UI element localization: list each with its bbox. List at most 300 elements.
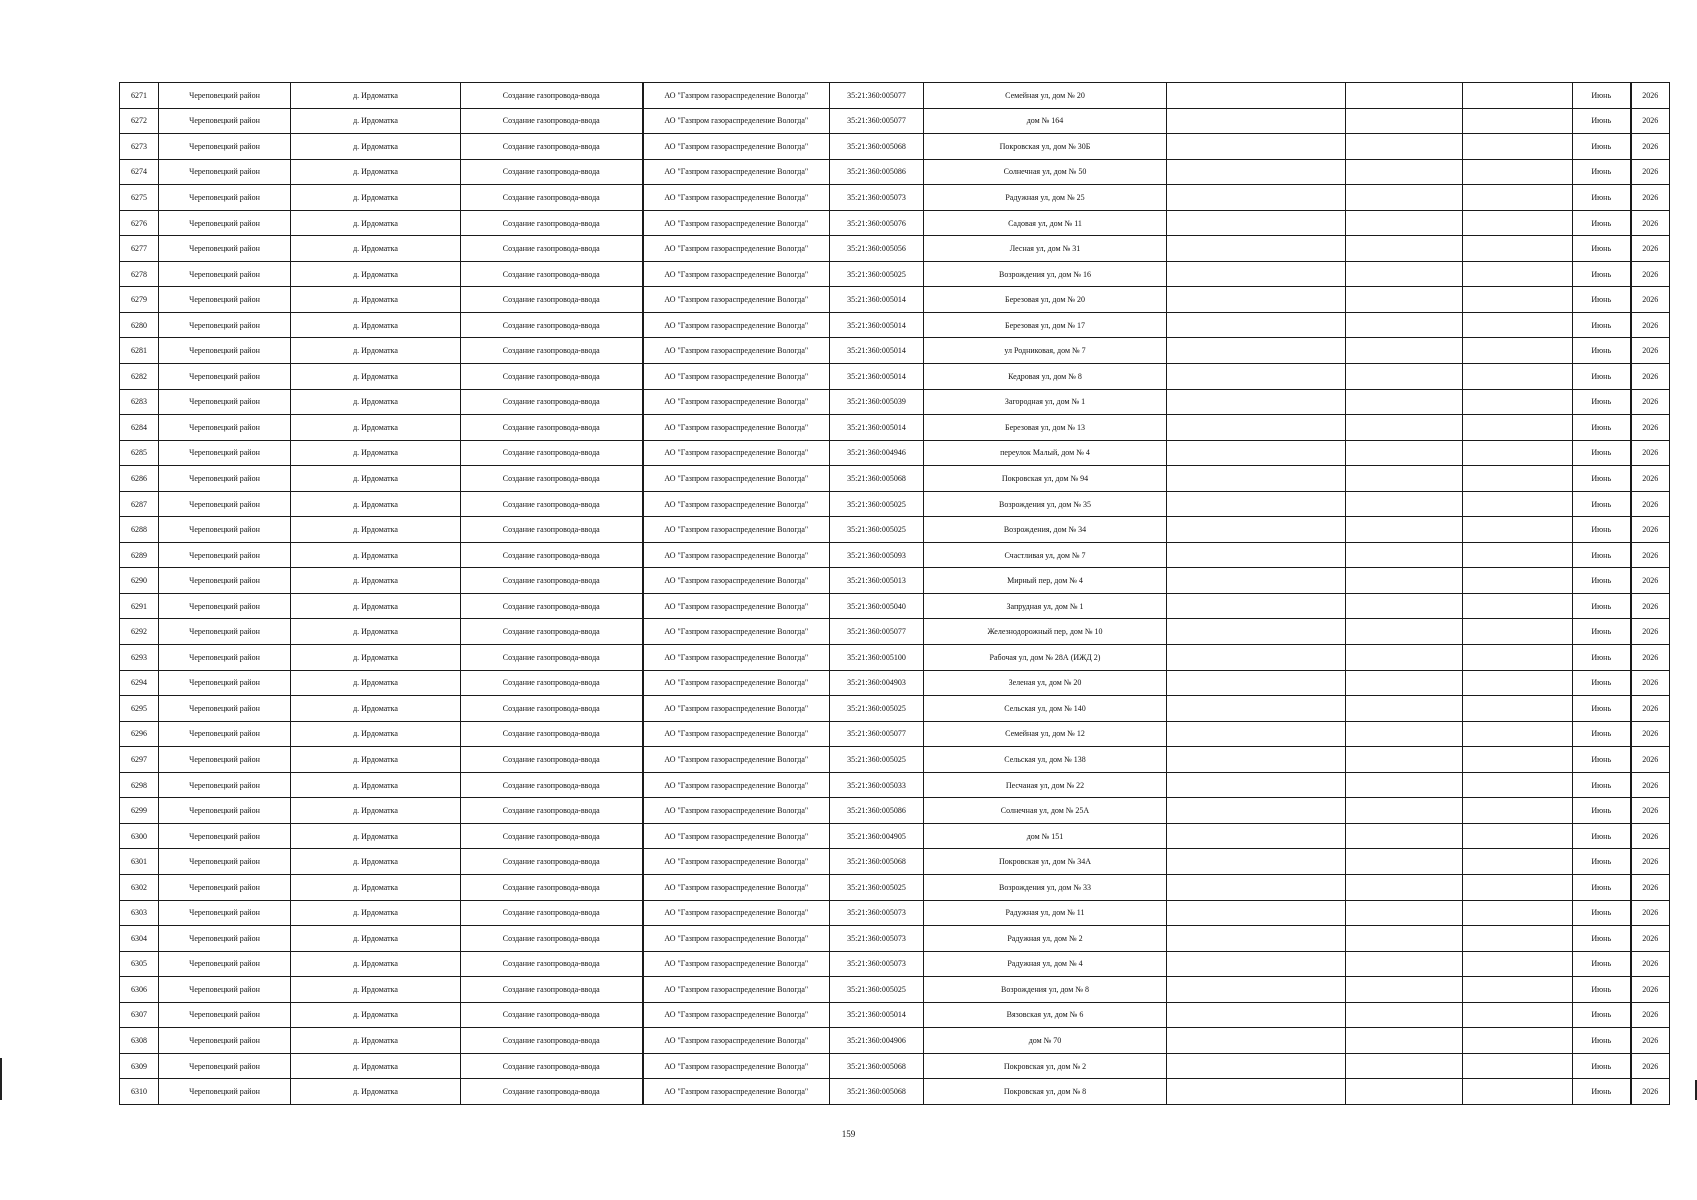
cell-organization: АО "Газпром газораспределение Вологда" (643, 645, 830, 671)
cell-number: 6273 (120, 134, 159, 160)
cell-empty (1463, 134, 1573, 160)
cell-organization: АО "Газпром газораспределение Вологда" (643, 619, 830, 645)
cell-empty (1463, 415, 1573, 441)
cell-address: Березовая ул, дом № 13 (924, 415, 1167, 441)
cell-empty (1167, 542, 1346, 568)
cell-month: Июнь (1573, 236, 1631, 262)
cell-district: Череповецкий район (159, 440, 291, 466)
cell-empty (1346, 670, 1463, 696)
cell-year: 2026 (1631, 491, 1670, 517)
cell-month: Июнь (1573, 1028, 1631, 1054)
table-row (120, 1079, 1670, 1105)
cell-work-type: Создание газопровода-ввода (461, 134, 643, 160)
cell-village: д. Ирдоматка (291, 593, 461, 619)
cell-empty (1346, 823, 1463, 849)
cell-year: 2026 (1631, 134, 1670, 160)
cell-empty (1463, 364, 1573, 390)
cell-empty (1346, 364, 1463, 390)
cell-district: Череповецкий район (159, 1028, 291, 1054)
table-row (120, 696, 1670, 722)
cell-month: Июнь (1573, 134, 1631, 160)
table-row (120, 1028, 1670, 1054)
cell-address: ул Родниковая, дом № 7 (924, 338, 1167, 364)
cell-empty (1346, 696, 1463, 722)
cell-empty (1167, 900, 1346, 926)
cell-district: Череповецкий район (159, 926, 291, 952)
cell-empty (1167, 619, 1346, 645)
cell-month: Июнь (1573, 900, 1631, 926)
cell-empty (1346, 568, 1463, 594)
cell-work-type: Создание газопровода-ввода (461, 1028, 643, 1054)
cell-empty (1463, 568, 1573, 594)
cell-number: 6306 (120, 977, 159, 1003)
cell-number: 6301 (120, 849, 159, 875)
cell-address: Рабочая ул, дом № 28А (ИЖД 2) (924, 645, 1167, 671)
cell-year: 2026 (1631, 542, 1670, 568)
cell-organization: АО "Газпром газораспределение Вологда" (643, 389, 830, 415)
cell-empty (1463, 951, 1573, 977)
cell-organization: АО "Газпром газораспределение Вологда" (643, 1079, 830, 1105)
cell-cadastral-number: 35:21:360:005077 (830, 721, 924, 747)
cell-empty (1167, 415, 1346, 441)
cell-village: д. Ирдоматка (291, 977, 461, 1003)
cell-address: Радужная ул, дом № 4 (924, 951, 1167, 977)
table-row (120, 977, 1670, 1003)
cell-month: Июнь (1573, 721, 1631, 747)
cell-number: 6288 (120, 517, 159, 543)
cell-empty (1463, 900, 1573, 926)
cell-number: 6309 (120, 1053, 159, 1079)
cell-empty (1346, 977, 1463, 1003)
cell-number: 6303 (120, 900, 159, 926)
cell-district: Череповецкий район (159, 466, 291, 492)
cell-work-type: Создание газопровода-ввода (461, 108, 643, 134)
cell-empty (1463, 159, 1573, 185)
cell-month: Июнь (1573, 261, 1631, 287)
cell-year: 2026 (1631, 1079, 1670, 1105)
cell-month: Июнь (1573, 542, 1631, 568)
cell-work-type: Создание газопровода-ввода (461, 338, 643, 364)
cell-year: 2026 (1631, 83, 1670, 109)
cell-empty (1463, 849, 1573, 875)
cell-organization: АО "Газпром газораспределение Вологда" (643, 951, 830, 977)
cell-month: Июнь (1573, 338, 1631, 364)
cell-empty (1167, 926, 1346, 952)
table-row (120, 83, 1670, 109)
cell-work-type: Создание газопровода-ввода (461, 312, 643, 338)
cell-address: Сельская ул, дом № 138 (924, 747, 1167, 773)
cell-address: Семейная ул, дом № 12 (924, 721, 1167, 747)
cell-empty (1463, 236, 1573, 262)
cell-year: 2026 (1631, 798, 1670, 824)
cell-number: 6292 (120, 619, 159, 645)
cell-cadastral-number: 35:21:360:004905 (830, 823, 924, 849)
cell-village: д. Ирдоматка (291, 772, 461, 798)
cell-village: д. Ирдоматка (291, 159, 461, 185)
cell-work-type: Создание газопровода-ввода (461, 1053, 643, 1079)
cell-district: Череповецкий район (159, 721, 291, 747)
cell-empty (1346, 1079, 1463, 1105)
cell-district: Череповецкий район (159, 1002, 291, 1028)
cell-cadastral-number: 35:21:360:005086 (830, 798, 924, 824)
cell-empty (1463, 542, 1573, 568)
cell-village: д. Ирдоматка (291, 261, 461, 287)
cell-empty (1346, 134, 1463, 160)
cell-empty (1167, 466, 1346, 492)
cell-organization: АО "Газпром газораспределение Вологда" (643, 670, 830, 696)
cell-organization: АО "Газпром газораспределение Вологда" (643, 517, 830, 543)
cell-address: Возрождения ул, дом № 8 (924, 977, 1167, 1003)
cell-month: Июнь (1573, 874, 1631, 900)
cell-district: Череповецкий район (159, 312, 291, 338)
cell-cadastral-number: 35:21:360:005068 (830, 134, 924, 160)
cell-number: 6296 (120, 721, 159, 747)
cell-organization: АО "Газпром газораспределение Вологда" (643, 1053, 830, 1079)
cell-empty (1463, 977, 1573, 1003)
cell-district: Череповецкий район (159, 108, 291, 134)
table-row (120, 210, 1670, 236)
cell-organization: АО "Газпром газораспределение Вологда" (643, 772, 830, 798)
cell-empty (1167, 593, 1346, 619)
cell-cadastral-number: 35:21:360:005077 (830, 83, 924, 109)
cell-empty (1167, 721, 1346, 747)
cell-address: Возрождения, дом № 34 (924, 517, 1167, 543)
cell-month: Июнь (1573, 823, 1631, 849)
cell-number: 6285 (120, 440, 159, 466)
table-row (120, 312, 1670, 338)
cell-empty (1346, 287, 1463, 313)
cell-cadastral-number: 35:21:360:005040 (830, 593, 924, 619)
cell-address: Запрудная ул, дом № 1 (924, 593, 1167, 619)
cell-address: Кедровая ул, дом № 8 (924, 364, 1167, 390)
cell-village: д. Ирдоматка (291, 900, 461, 926)
cell-empty (1167, 951, 1346, 977)
cell-address: Возрождения ул, дом № 35 (924, 491, 1167, 517)
cell-number: 6280 (120, 312, 159, 338)
cell-month: Июнь (1573, 1002, 1631, 1028)
cell-empty (1346, 312, 1463, 338)
cell-empty (1167, 645, 1346, 671)
cell-work-type: Создание газопровода-ввода (461, 287, 643, 313)
cell-address: Песчаная ул, дом № 22 (924, 772, 1167, 798)
cell-empty (1346, 159, 1463, 185)
cell-district: Череповецкий район (159, 389, 291, 415)
table-row (120, 1053, 1670, 1079)
cell-work-type: Создание газопровода-ввода (461, 1079, 643, 1105)
cell-year: 2026 (1631, 261, 1670, 287)
cell-empty (1346, 951, 1463, 977)
table-row (120, 619, 1670, 645)
cell-work-type: Создание газопровода-ввода (461, 83, 643, 109)
cell-address: Радужная ул, дом № 2 (924, 926, 1167, 952)
cell-cadastral-number: 35:21:360:005025 (830, 747, 924, 773)
cell-organization: АО "Газпром газораспределение Вологда" (643, 1002, 830, 1028)
cell-village: д. Ирдоматка (291, 619, 461, 645)
cell-year: 2026 (1631, 823, 1670, 849)
cell-empty (1167, 261, 1346, 287)
table-row (120, 415, 1670, 441)
cell-village: д. Ирдоматка (291, 108, 461, 134)
cell-cadastral-number: 35:21:360:005068 (830, 466, 924, 492)
cell-cadastral-number: 35:21:360:005014 (830, 1002, 924, 1028)
cell-empty (1167, 134, 1346, 160)
cell-empty (1167, 670, 1346, 696)
cell-village: д. Ирдоматка (291, 185, 461, 211)
cell-month: Июнь (1573, 159, 1631, 185)
cell-cadastral-number: 35:21:360:005033 (830, 772, 924, 798)
cell-organization: АО "Газпром газораспределение Вологда" (643, 542, 830, 568)
cell-empty (1463, 1002, 1573, 1028)
table-row (120, 951, 1670, 977)
cell-month: Июнь (1573, 210, 1631, 236)
cell-district: Череповецкий район (159, 645, 291, 671)
cell-district: Череповецкий район (159, 491, 291, 517)
cell-empty (1346, 338, 1463, 364)
cell-number: 6302 (120, 874, 159, 900)
cell-number: 6272 (120, 108, 159, 134)
cell-empty (1346, 926, 1463, 952)
cell-empty (1463, 210, 1573, 236)
cell-cadastral-number: 35:21:360:005025 (830, 874, 924, 900)
cell-address: дом № 164 (924, 108, 1167, 134)
cell-month: Июнь (1573, 670, 1631, 696)
cell-village: д. Ирдоматка (291, 747, 461, 773)
cell-district: Череповецкий район (159, 977, 291, 1003)
table-row (120, 491, 1670, 517)
cell-month: Июнь (1573, 1053, 1631, 1079)
cell-number: 6295 (120, 696, 159, 722)
cell-district: Череповецкий район (159, 415, 291, 441)
cell-district: Череповецкий район (159, 210, 291, 236)
cell-village: д. Ирдоматка (291, 210, 461, 236)
cell-cadastral-number: 35:21:360:005025 (830, 696, 924, 722)
cell-year: 2026 (1631, 1028, 1670, 1054)
cell-district: Череповецкий район (159, 747, 291, 773)
cell-month: Июнь (1573, 364, 1631, 390)
table-row (120, 542, 1670, 568)
table-row (120, 670, 1670, 696)
cell-number: 6271 (120, 83, 159, 109)
cell-number: 6300 (120, 823, 159, 849)
cell-empty (1463, 440, 1573, 466)
cell-empty (1167, 517, 1346, 543)
cell-empty (1167, 287, 1346, 313)
cell-village: д. Ирдоматка (291, 338, 461, 364)
cell-village: д. Ирдоматка (291, 568, 461, 594)
cell-work-type: Создание газопровода-ввода (461, 645, 643, 671)
cell-work-type: Создание газопровода-ввода (461, 798, 643, 824)
cell-organization: АО "Газпром газораспределение Вологда" (643, 236, 830, 262)
cell-cadastral-number: 35:21:360:004903 (830, 670, 924, 696)
cell-work-type: Создание газопровода-ввода (461, 747, 643, 773)
cell-village: д. Ирдоматка (291, 1053, 461, 1079)
cell-village: д. Ирдоматка (291, 721, 461, 747)
cell-work-type: Создание газопровода-ввода (461, 874, 643, 900)
cell-empty (1346, 619, 1463, 645)
cell-work-type: Создание газопровода-ввода (461, 261, 643, 287)
cell-address: Сельская ул, дом № 140 (924, 696, 1167, 722)
cell-year: 2026 (1631, 312, 1670, 338)
cell-month: Июнь (1573, 466, 1631, 492)
cell-empty (1463, 670, 1573, 696)
cell-empty (1346, 747, 1463, 773)
cell-number: 6299 (120, 798, 159, 824)
cell-year: 2026 (1631, 1002, 1670, 1028)
cell-empty (1346, 721, 1463, 747)
cell-work-type: Создание газопровода-ввода (461, 823, 643, 849)
cell-empty (1167, 1002, 1346, 1028)
page-number: 159 (841, 1129, 856, 1139)
cell-number: 6298 (120, 772, 159, 798)
cell-village: д. Ирдоматка (291, 134, 461, 160)
cell-empty (1346, 389, 1463, 415)
cell-work-type: Создание газопровода-ввода (461, 210, 643, 236)
cell-district: Череповецкий район (159, 261, 291, 287)
cell-year: 2026 (1631, 287, 1670, 313)
cell-organization: АО "Газпром газораспределение Вологда" (643, 747, 830, 773)
cell-number: 6304 (120, 926, 159, 952)
cell-cadastral-number: 35:21:360:005073 (830, 926, 924, 952)
cell-address: Солнечная ул, дом № 50 (924, 159, 1167, 185)
cell-year: 2026 (1631, 977, 1670, 1003)
cell-village: д. Ирдоматка (291, 926, 461, 952)
cell-empty (1167, 338, 1346, 364)
cell-organization: АО "Газпром газораспределение Вологда" (643, 568, 830, 594)
cell-number: 6293 (120, 645, 159, 671)
cell-cadastral-number: 35:21:360:005093 (830, 542, 924, 568)
cell-village: д. Ирдоматка (291, 1002, 461, 1028)
cell-month: Июнь (1573, 593, 1631, 619)
cell-month: Июнь (1573, 747, 1631, 773)
cell-empty (1167, 364, 1346, 390)
cell-number: 6297 (120, 747, 159, 773)
cell-organization: АО "Газпром газораспределение Вологда" (643, 823, 830, 849)
table-row (120, 466, 1670, 492)
cell-empty (1167, 1079, 1346, 1105)
cell-cadastral-number: 35:21:360:005068 (830, 849, 924, 875)
cell-year: 2026 (1631, 440, 1670, 466)
cell-month: Июнь (1573, 619, 1631, 645)
cell-empty (1167, 977, 1346, 1003)
cell-organization: АО "Газпром газораспределение Вологда" (643, 108, 830, 134)
cell-cadastral-number: 35:21:360:005077 (830, 619, 924, 645)
cell-address: Садовая ул, дом № 11 (924, 210, 1167, 236)
cell-organization: АО "Газпром газораспределение Вологда" (643, 696, 830, 722)
cell-village: д. Ирдоматка (291, 466, 461, 492)
cell-work-type: Создание газопровода-ввода (461, 466, 643, 492)
table-row (120, 721, 1670, 747)
cell-empty (1167, 798, 1346, 824)
table-row (120, 261, 1670, 287)
cell-empty (1463, 491, 1573, 517)
cell-number: 6281 (120, 338, 159, 364)
cell-empty (1167, 185, 1346, 211)
cell-empty (1463, 83, 1573, 109)
cell-district: Череповецкий район (159, 1079, 291, 1105)
cell-empty (1167, 312, 1346, 338)
table-row (120, 772, 1670, 798)
cell-year: 2026 (1631, 210, 1670, 236)
cell-district: Череповецкий район (159, 900, 291, 926)
cell-organization: АО "Газпром газораспределение Вологда" (643, 364, 830, 390)
cell-month: Июнь (1573, 185, 1631, 211)
cell-empty (1346, 1028, 1463, 1054)
cell-number: 6284 (120, 415, 159, 441)
cell-address: Зеленая ул, дом № 20 (924, 670, 1167, 696)
cell-district: Череповецкий район (159, 670, 291, 696)
cell-organization: АО "Газпром газораспределение Вологда" (643, 287, 830, 313)
cell-address: Мирный пер, дом № 4 (924, 568, 1167, 594)
cell-organization: АО "Газпром газораспределение Вологда" (643, 900, 830, 926)
cell-address: Возрождения ул, дом № 16 (924, 261, 1167, 287)
cell-number: 6275 (120, 185, 159, 211)
cell-number: 6310 (120, 1079, 159, 1105)
cell-empty (1463, 108, 1573, 134)
cell-work-type: Создание газопровода-ввода (461, 185, 643, 211)
cell-month: Июнь (1573, 312, 1631, 338)
cell-empty (1346, 874, 1463, 900)
table-row (120, 108, 1670, 134)
cell-address: Лесная ул, дом № 31 (924, 236, 1167, 262)
cell-village: д. Ирдоматка (291, 236, 461, 262)
cell-work-type: Создание газопровода-ввода (461, 491, 643, 517)
cell-month: Июнь (1573, 491, 1631, 517)
cell-address: Покровская ул, дом № 94 (924, 466, 1167, 492)
cell-district: Череповецкий район (159, 696, 291, 722)
cell-address: Солнечная ул, дом № 25А (924, 798, 1167, 824)
cell-district: Череповецкий район (159, 619, 291, 645)
cell-empty (1463, 747, 1573, 773)
cell-village: д. Ирдоматка (291, 364, 461, 390)
cell-work-type: Создание газопровода-ввода (461, 977, 643, 1003)
table-row (120, 185, 1670, 211)
cell-work-type: Создание газопровода-ввода (461, 542, 643, 568)
cell-village: д. Ирдоматка (291, 312, 461, 338)
cell-organization: АО "Газпром газораспределение Вологда" (643, 415, 830, 441)
cell-empty (1463, 696, 1573, 722)
cell-village: д. Ирдоматка (291, 874, 461, 900)
cell-cadastral-number: 35:21:360:005086 (830, 159, 924, 185)
cell-village: д. Ирдоматка (291, 670, 461, 696)
cell-empty (1167, 1028, 1346, 1054)
cell-district: Череповецкий район (159, 849, 291, 875)
cell-organization: АО "Газпром газораспределение Вологда" (643, 466, 830, 492)
cell-cadastral-number: 35:21:360:004906 (830, 1028, 924, 1054)
cell-organization: АО "Газпром газораспределение Вологда" (643, 721, 830, 747)
cell-organization: АО "Газпром газораспределение Вологда" (643, 874, 830, 900)
table-row (120, 900, 1670, 926)
cell-organization: АО "Газпром газораспределение Вологда" (643, 977, 830, 1003)
cell-year: 2026 (1631, 670, 1670, 696)
cell-address: Радужная ул, дом № 11 (924, 900, 1167, 926)
cell-cadastral-number: 35:21:360:005073 (830, 951, 924, 977)
cell-year: 2026 (1631, 185, 1670, 211)
cell-empty (1167, 772, 1346, 798)
cell-work-type: Создание газопровода-ввода (461, 236, 643, 262)
cell-number: 6291 (120, 593, 159, 619)
table-row (120, 568, 1670, 594)
cell-number: 6276 (120, 210, 159, 236)
cell-empty (1463, 466, 1573, 492)
cell-work-type: Создание газопровода-ввода (461, 364, 643, 390)
table-row (120, 926, 1670, 952)
cell-empty (1463, 185, 1573, 211)
cell-empty (1463, 389, 1573, 415)
cell-village: д. Ирдоматка (291, 951, 461, 977)
cell-year: 2026 (1631, 951, 1670, 977)
cell-address: дом № 70 (924, 1028, 1167, 1054)
cell-address: Радужная ул, дом № 25 (924, 185, 1167, 211)
